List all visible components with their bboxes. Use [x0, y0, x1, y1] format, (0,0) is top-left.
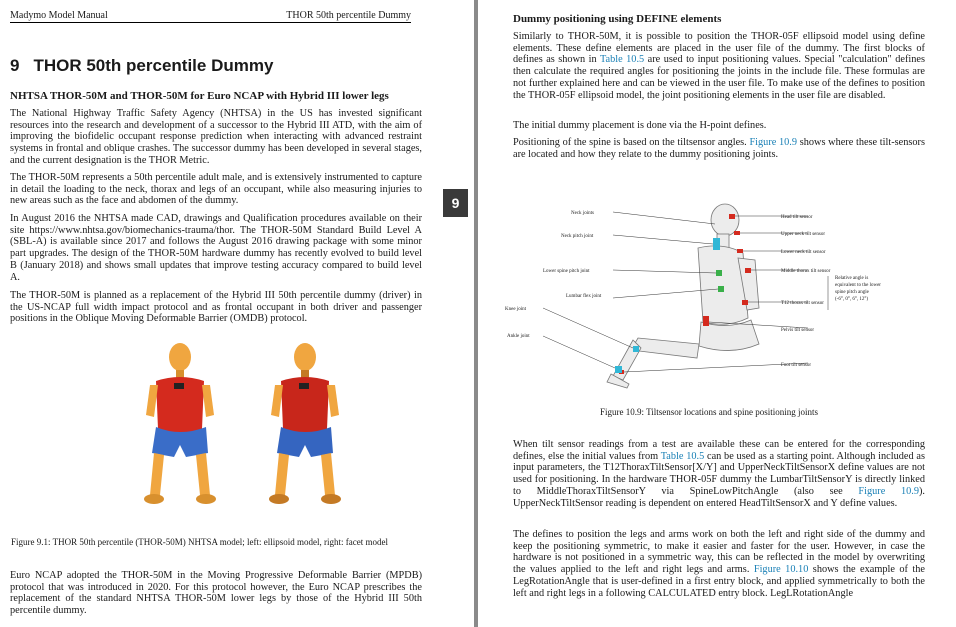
text-run: can be used as a starting point. Although included as input parameters, the T12ThoraxTiltSensor[X/Y] and UpperNeckTiltSensorX define values are not used for positioning. In the hardware THOR-05F dummy the LumbarTiltSensorY is directly linked to MiddleThoraxTiltSensorY via SpineLowPitchAngle (also see — [513, 450, 925, 497]
chapter-title — [10, 56, 273, 76]
paragraph-spine-positioning — [513, 137, 925, 160]
text-run: The defines to position the legs and arms work on both the left and right side of the dummy and keep the positioning symmetric, to make it easier and faster for the user. However, in case the hardware is not positioned in a symmetric way, this can be reflected in the model by overwriting the values applied to the left and right legs and arms. — [513, 529, 925, 576]
chapter-tab-left: 9 — [443, 189, 468, 217]
note-relative-angle-line-1: Relative angle is — [835, 276, 869, 281]
text-run: ). UpperNeckTiltSensor reading is dependent on entered HeadTiltSensorX and Y define values. — [513, 485, 925, 509]
label-middle-thorax-tilt-sensor: Middle thorax tilt sensor — [781, 269, 831, 274]
label-foot-tilt-sensor: Foot tilt sensor — [781, 363, 812, 368]
running-header — [10, 10, 411, 23]
note-relative-angle-line-3: spine pitch angle — [835, 290, 869, 295]
label-pelvis-tilt-sensor: Pelvis tilt sensor — [781, 328, 815, 333]
paragraph-tilt-sensor-readings — [513, 439, 925, 509]
label-neck-pitch-joint: Neck pitch joint — [561, 234, 594, 239]
chapter-title-text: THOR 50th percentile Dummy — [33, 56, 274, 75]
paragraph-thor-50m-description: The THOR-50M represents a 50th percentile adult male, and is extensively instrumented to capture in detail the loading to the neck, thorax and legs of an occupant, while also measuring injuries to new areas such as the face and abdomen of the dummy. — [10, 172, 422, 207]
label-lower-neck-tilt-sensor: Lower neck tilt sensor — [781, 250, 826, 255]
header-chapter-title: THOR 50th percentile Dummy — [286, 10, 411, 21]
header-manual-title: Madymo Model Manual — [10, 10, 108, 21]
section-title: NHTSA THOR-50M and THOR-50M for Euro NCAP with Hybrid III lower legs — [10, 90, 389, 102]
define-elements-heading: Dummy positioning using DEFINE elements — [513, 13, 722, 25]
left-page — [0, 0, 474, 627]
label-knee-joint: Knee joint — [505, 307, 526, 312]
label-ankle-joint: Ankle joint — [507, 334, 530, 339]
text-run: are used to input positioning values. Special "calculation" defines then calculate the required angles for positioning the joints in the include file. These formulas are not further explained here and can be viewed in the user file. To make use of the defines to position the THOR-05F ellipsoid model, the joint positioning elements in the user file are disabled. — [513, 54, 925, 101]
paragraph-euro-ncap: Euro NCAP adopted the THOR-50M in the Moving Progressive Deformable Barrier (MPDB) protocol that was introduced in 2020. For this protocol however, the Euro NCAP prescribes the replacement of the standard NHTSA THOR-50M lower legs by those of the Hybrid III 50th percentile dummy. — [10, 570, 422, 617]
text-run: Similarly to THOR-50M, it is possible to position the THOR-05F ellipsoid model using define elements. These define elements are placed in the user file of the dummy. The first blocks of defines as shown in — [513, 31, 925, 66]
text-run: When tilt sensor readings from a test are available these can be entered for the corresponding defines, else the initial values from — [513, 439, 925, 462]
label-head-tilt-sensor: Head tilt sensor — [781, 215, 813, 220]
text-run: shows the example of the LegRotationAngle that is user-defined in a first entry block, and applied symmetrically to both the left and right legs in a following CALCULATED entry block. LegLRotationAngle — [513, 564, 925, 599]
right-page — [478, 0, 956, 627]
paragraph-legs-arms-defines — [513, 529, 925, 599]
paragraph-nhtsa-intro: The National Highway Traffic Safety Agency (NHTSA) in the US has invested significant resources into the research and development of a successor to the Hybrid III ATD, with the aim of improving the biofidelic occupant response prediction when interacting with advanced restraint systems in frontal and oblique crashes. The successor dummy has been developed in several stages, and the current designation is the THOR Metric. — [10, 108, 422, 166]
chapter-number: 9 — [10, 56, 20, 75]
link-figure-10-10[interactable]: Figure 10.10 — [753, 564, 809, 576]
figure-tiltsensor-diagram — [505, 198, 953, 398]
text-run: Positioning of the spine is based on the tiltsensor angles. — [513, 137, 750, 148]
paragraph-define-elements — [513, 31, 925, 101]
label-t12-thorax-tilt-sensor: T12 thorax tilt sensor — [781, 301, 824, 306]
note-relative-angle-line-2: equivalent to the lower — [835, 283, 881, 288]
figure-thor-dummies — [140, 345, 360, 525]
link-table-10-5[interactable]: Table 10.5 — [599, 54, 645, 66]
link-figure-10-9[interactable]: Figure 10.9 — [749, 137, 798, 148]
paragraph-replacement: The THOR-50M is planned as a replacement of the Hybrid III 50th percentile dummy (driver) in the US-NCAP full width impact protocol and as frontal occupant in both driver and passenger positions in the Oblique Moving Deformable Barrier (OMDB) protocol. — [10, 290, 422, 325]
facet-dummy-model — [269, 343, 341, 504]
label-lumbar-flex-joint: Lumbar flex joint — [566, 294, 602, 299]
label-lower-spine-pitch-joint: Lower spine pitch joint — [543, 269, 590, 274]
note-relative-angle-line-4: (-6°, 0°, 6°, 12°) — [835, 297, 868, 302]
link-table-10-5[interactable]: Table 10.5 — [660, 450, 705, 462]
text-run: shows where these tilt-sensors are located and how they relate to the dummy positioning joints. — [513, 137, 925, 160]
label-upper-neck-tilt-sensor: Upper neck tilt sensor — [781, 232, 826, 237]
ellipsoid-dummy-model — [144, 343, 216, 504]
paragraph-h-point: The initial dummy placement is done via the H-point defines. — [513, 120, 767, 131]
figure-10-9-caption: Figure 10.9: Tiltsensor locations and spine positioning joints — [600, 407, 819, 417]
label-neck-joints: Neck joints — [571, 211, 594, 216]
link-figure-10-9[interactable]: Figure 10.9 — [858, 485, 919, 497]
figure-9-1-caption: Figure 9.1: THOR 50th percentile (THOR-50M) NHTSA model; left: ellipsoid model, right: facet model — [11, 537, 389, 547]
paragraph-august-2016: In August 2016 the NHTSA made CAD, drawings and Qualification procedures available on their site https://www.nhtsa.gov/biomechanics-trauma/thor. The THOR-50M Standard Build Level A (SBL-A) is available since 2017 and follows the August 2016 drawing package with some minor part upgrades. The design of the THOR-50M hardware dummy has recently evolved to build level B (January 2018) and shows small updates that improve testing accuracy compared to build level A. — [10, 213, 422, 283]
